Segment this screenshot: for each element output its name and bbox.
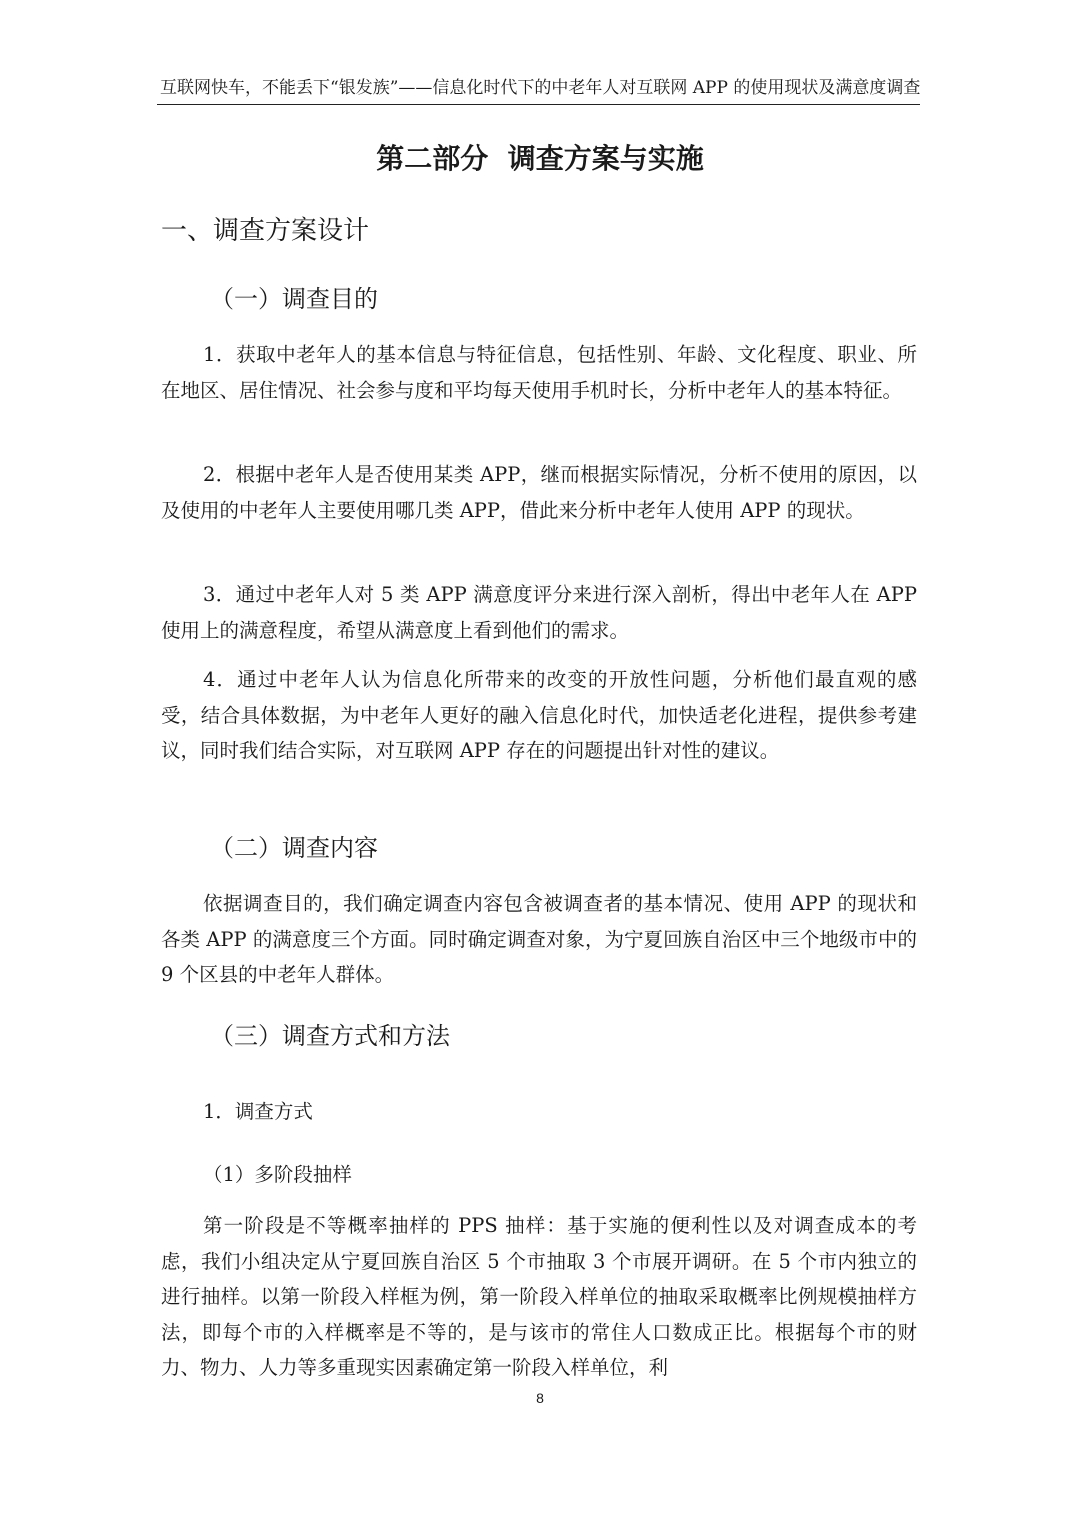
header-rule [157,104,920,105]
running-header: 互联网快车，不能丢下“银发族”——信息化时代下的中老年人对互联网 APP 的使用现状及满意度调查 [160,78,921,98]
purpose-item-1: 1．获取中老年人的基本信息与特征信息，包括性别、年龄、文化程度、职业、所在地区、居住情况、社会参与度和平均每天使用手机时长，分析中老年人的基本特征。 [161,343,917,402]
content-paragraph: 依据调查目的，我们确定调查内容包含被调查者的基本情况、使用 APP 的现状和各类 APP 的满意度三个方面。同时确定调查对象，为宁夏回族自治区中三个地级市中的 9 个区县的中老年人群体。 [161,892,917,986]
page-number: 8 [536,1390,544,1406]
sampling-paragraph: 第一阶段是不等概率抽样的 PPS 抽样：基于实施的便利性以及对调查成本的考虑，我们小组决定从宁夏回族自治区 5 个市抽取 3 个市展开调研。在 5 个市内独立的进行抽样。以第一阶段入样框为例，第一阶段入样单位的抽取采取概率比例规模抽样方法，即每个市的入样概率是不等的，是与该市的常住人口数成正比。根据每个市的财力、物力、人力等多重现实因素确定第一阶段入样单位，利 [161,1214,917,1379]
method-item-1-1: （1）多阶段抽样 [203,1163,352,1186]
subsection-heading-methods: （三）调查方式和方法 [210,1022,450,1050]
purpose-item-2: 2．根据中老年人是否使用某类 APP，继而根据实际情况，分析不使用的原因，以及使用的中老年人主要使用哪几类 APP，借此来分析中老年人使用 APP 的现状。 [161,463,917,522]
purpose-item-3: 3．通过中老年人对 5 类 APP 满意度评分来进行深入剖析，得出中老年人在 APP 使用上的满意程度，希望从满意度上看到他们的需求。 [161,583,917,642]
part-title: 第二部分 调查方案与实施 [376,142,704,175]
method-item-1: 1．调查方式 [203,1100,313,1123]
subsection-heading-purpose: （一）调查目的 [210,285,378,313]
subsection-heading-content: （二）调查内容 [210,834,378,862]
section-heading-1: 一、调查方案设计 [161,216,370,246]
purpose-item-4: 4．通过中老年人认为信息化所带来的改变的开放性问题，分析他们最直观的感受，结合具体数据，为中老年人更好的融入信息化时代，加快适老化进程，提供参考建议，同时我们结合实际，对互联网 APP 存在的问题提出针对性的建议。 [161,668,917,762]
